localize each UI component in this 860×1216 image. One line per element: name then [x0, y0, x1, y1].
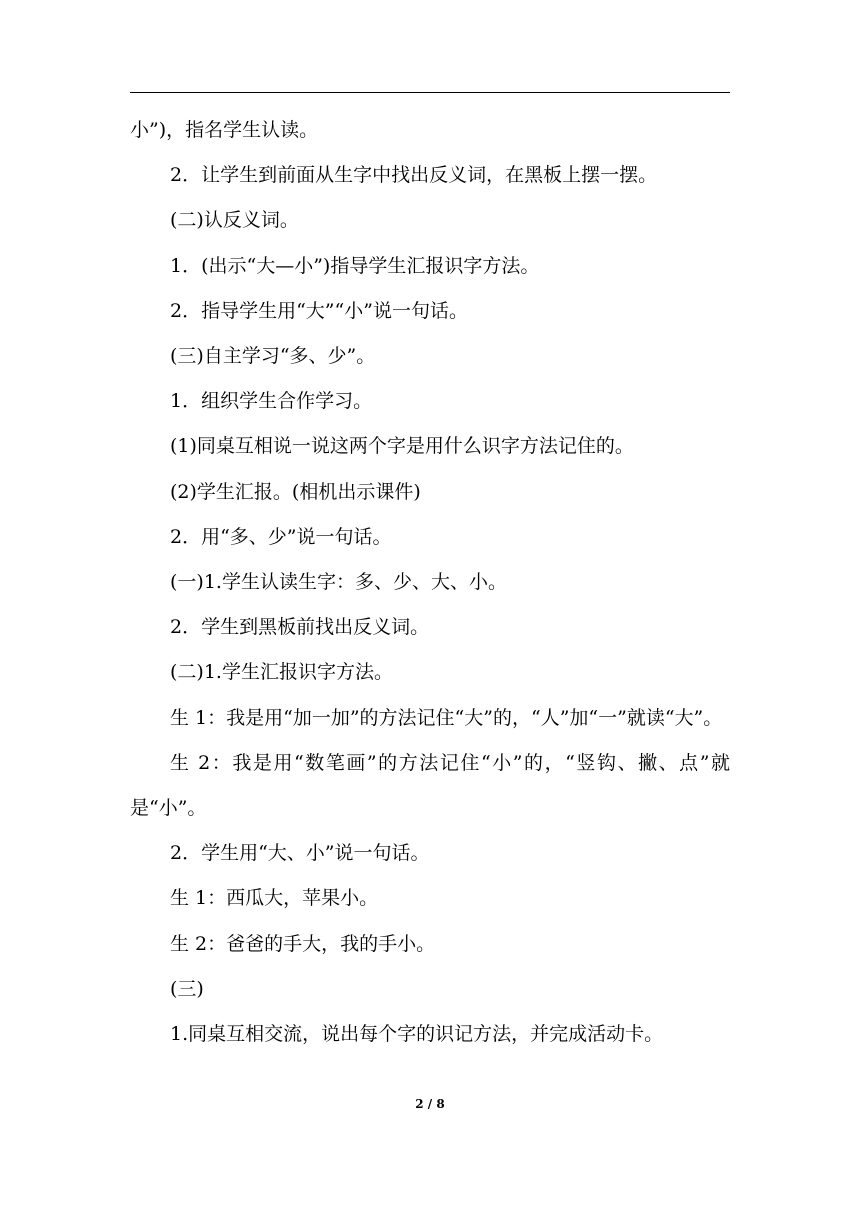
paragraph: 2．用“多、少”说一句话。: [170, 525, 392, 548]
paragraph: 小”)，指名学生认读。: [130, 119, 319, 141]
paragraph: 生 1：我是用“加一加”的方法记住“大”的，“人”加“一”就读“大”。: [170, 706, 723, 729]
paragraph: 1．(出示“大—小”)指导学生汇报识字方法。: [170, 254, 540, 277]
paragraph: 2．学生用“大、小”说一句话。: [170, 842, 430, 865]
paragraph: 2．学生到黑板前找出反义词。: [170, 616, 430, 639]
paragraph: (1)同桌互相说一说这两个字是用什么识字方法记住的。: [170, 435, 634, 458]
paragraph: 2．让学生到前面从生字中找出反义词，在黑板上摆一摆。: [170, 164, 658, 187]
header-rule: [130, 92, 730, 93]
section-heading: (三): [170, 977, 204, 1000]
document-body: [130, 108, 730, 1057]
paragraph: (2)学生汇报。(相机出示课件): [170, 480, 421, 503]
page-number: 2 / 8: [415, 1097, 445, 1111]
paragraph: (一)1.学生认读生字：多、少、大、小。: [170, 571, 507, 594]
paragraph: 2．指导学生用“大”“小”说一句话。: [170, 299, 468, 322]
section-heading: (三)自主学习“多、少”。: [170, 345, 376, 368]
paragraph: 生 2：我是用“数笔画”的方法记住“小”的，“竖钩、撇、点”就是“小”。: [130, 751, 730, 820]
paragraph: 生 1：西瓜大，苹果小。: [170, 887, 379, 910]
paragraph: (二)1.学生汇报识字方法。: [170, 661, 393, 684]
paragraph: 生 2：爸爸的手大，我的手小。: [170, 932, 436, 955]
paragraph: 1．组织学生合作学习。: [170, 390, 373, 413]
paragraph: 1.同桌互相交流，说出每个字的识记方法，并完成活动卡。: [170, 1023, 664, 1046]
section-heading: (二)认反义词。: [170, 209, 299, 232]
